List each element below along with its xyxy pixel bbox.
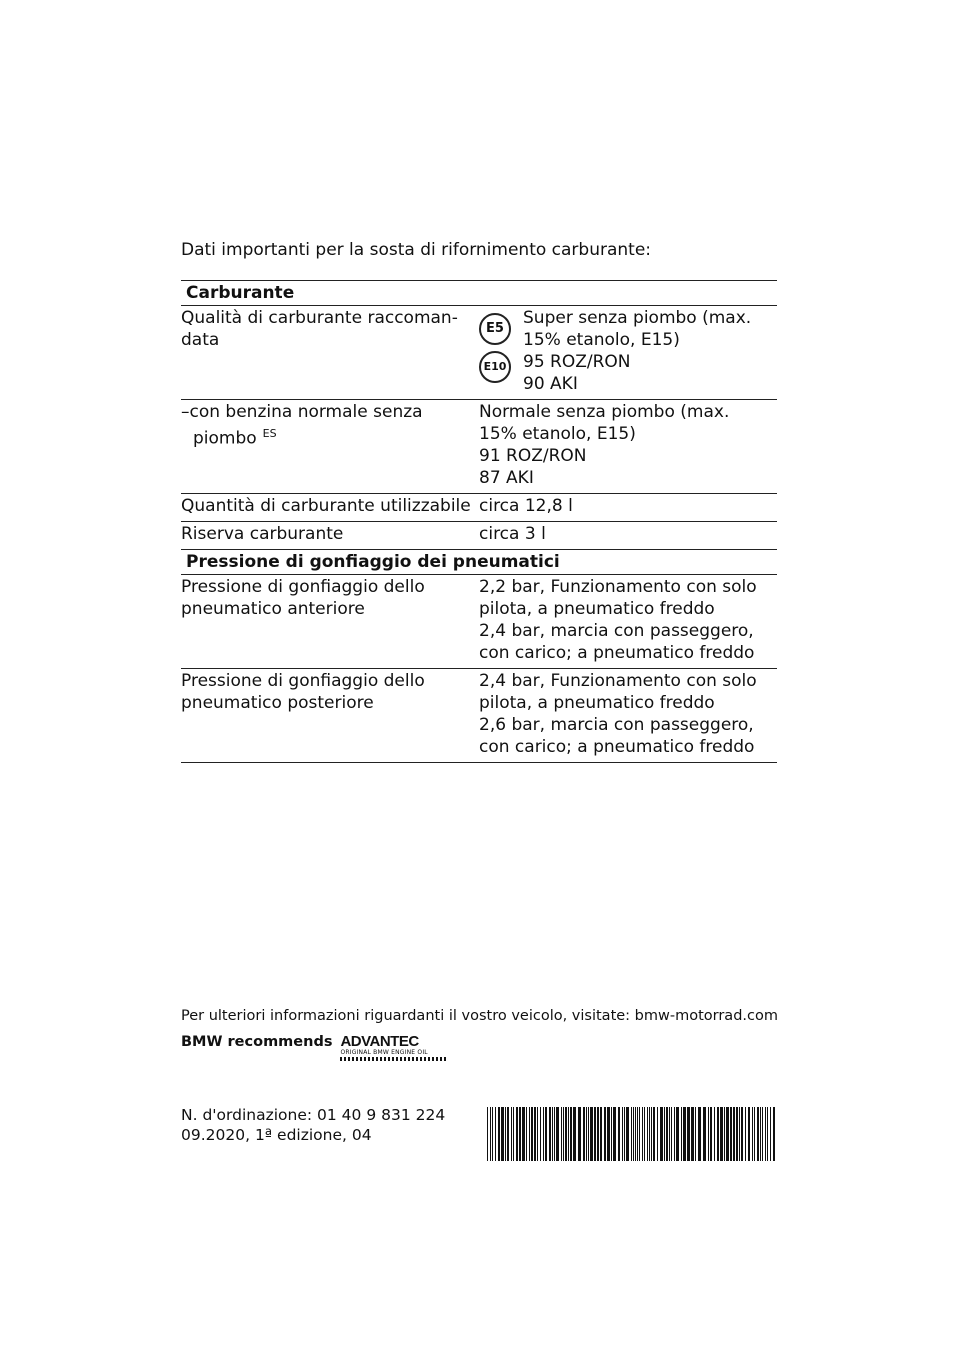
rear-pressure-value: 2,4 bar, Funzionamento con solo pilota, a pneumatico freddo 2,6 bar, marcia con passeggero, con carico; a pneumatico freddo xyxy=(479,671,757,757)
logo-sub-text: ORIGINAL BMW ENGINE OIL xyxy=(340,1049,428,1056)
table-row-rear-pressure xyxy=(181,668,777,763)
fuel-quality-value: Super senza piombo (max. 15% etanolo, E15) 95 ROZ/RON 90 AKI xyxy=(523,308,752,394)
fuel-data-table xyxy=(181,280,777,763)
table-row-fuel-quality xyxy=(181,305,777,399)
table-row-usable-fuel xyxy=(181,493,777,521)
table-row-normal-fuel xyxy=(181,399,777,493)
intro-text: Dati importanti per la sosta di rifornimento carburante: xyxy=(181,240,652,260)
order-number: N. d'ordinazione: 01 40 9 831 224 xyxy=(181,1106,446,1124)
fuel-quality-label: Qualità di carburante raccoman-data xyxy=(181,308,458,350)
bmw-recommends xyxy=(181,1034,448,1061)
barcode-icon xyxy=(487,1107,777,1161)
section-title-fuel: Carburante xyxy=(181,280,777,305)
front-pressure-value: 2,2 bar, Funzionamento con solo pilota, a pneumatico freddo 2,4 bar, marcia con passeggero, con carico; a pneumatico freddo xyxy=(479,577,757,663)
footer-info-text: Per ulteriori informazioni riguardanti il vostro veicolo, visitate: bmw-motorrad.com xyxy=(181,1008,778,1024)
logo-stripe xyxy=(340,1057,448,1061)
section-title-pressure: Pressione di gonfiaggio dei pneumatici xyxy=(181,549,777,574)
es-superscript: ES xyxy=(262,427,277,440)
normal-fuel-label: –con benzina normale senza piombo $^{ES}$ xyxy=(181,402,423,449)
e5-badge-icon: E5 xyxy=(479,313,511,345)
recommends-text: BMW recommends xyxy=(181,1034,333,1050)
normal-fuel-value: Normale senza piombo (max. 15% etanolo, E15) 91 ROZ/RON 87 AKI xyxy=(479,402,730,488)
usable-fuel-value: circa 12,8 l xyxy=(479,496,573,516)
e10-badge-icon: E10 xyxy=(479,351,511,383)
reserve-label: Riserva carburante xyxy=(181,524,344,544)
edition-info: 09.2020, 1ª edizione, 04 xyxy=(181,1126,372,1144)
front-pressure-label: Pressione di gonfiaggio dello pneumatico anteriore xyxy=(181,577,425,619)
advantec-logo xyxy=(340,1034,448,1061)
usable-fuel-label: Quantità di carburante utilizzabile xyxy=(181,496,471,516)
logo-main-text: ADVANTEC xyxy=(340,1033,419,1050)
rear-pressure-label: Pressione di gonfiaggio dello pneumatico posteriore xyxy=(181,671,425,713)
order-info xyxy=(181,1105,445,1145)
table-row-reserve xyxy=(181,521,777,549)
table-row-front-pressure xyxy=(181,574,777,668)
reserve-value: circa 3 l xyxy=(479,524,546,544)
